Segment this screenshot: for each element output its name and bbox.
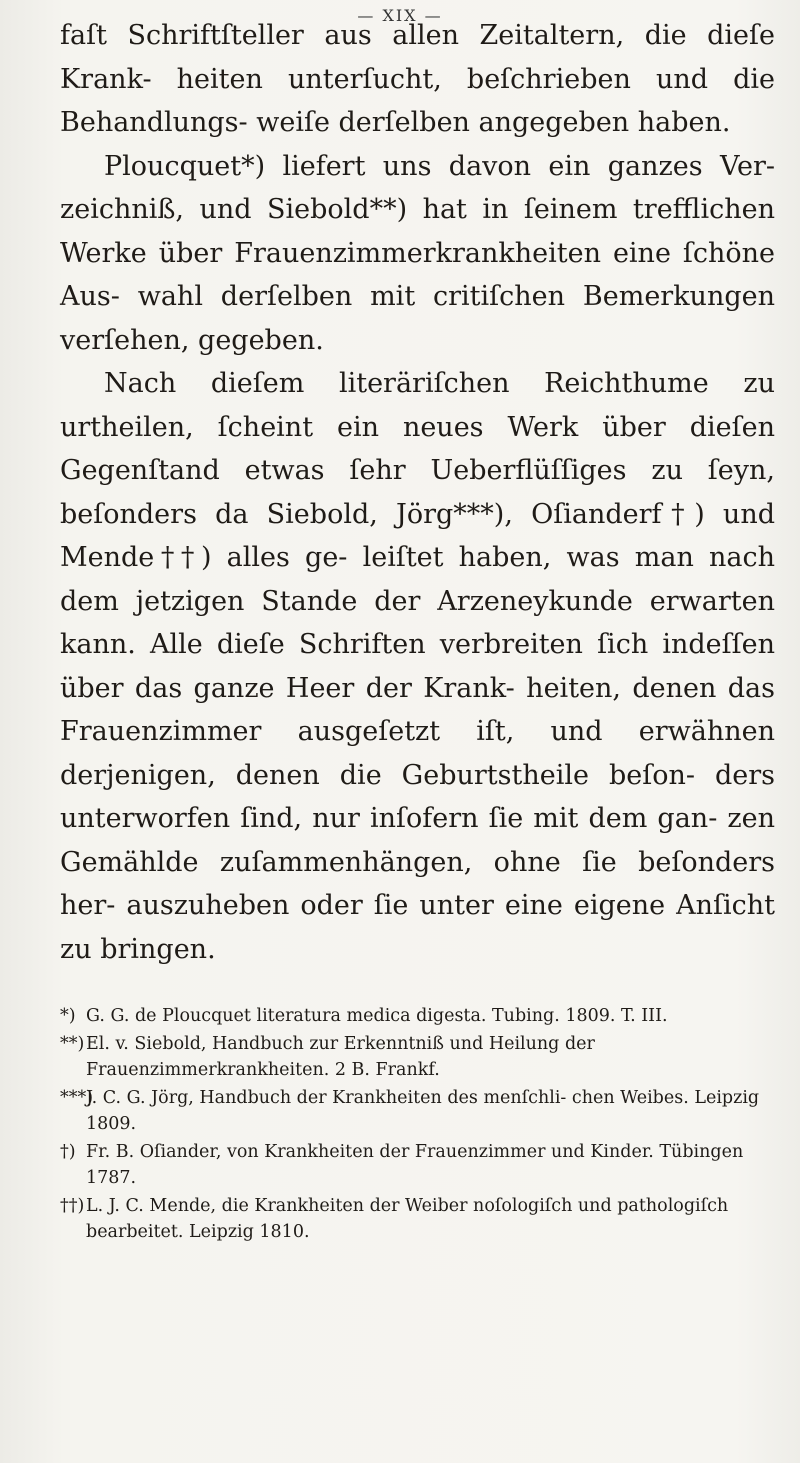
paragraph-3: Nach dieſem literäriſchen Reichthume zu urtheilen, ſcheint ein neues Werk über dieſen Gegenſtand etwas ſehr Ueberflüſſiges zu ſeyn, beſonders da Siebold, Jörg***), Oſianderf†) und Mende††) alles ge- leiſtet haben, was man nach dem jetzigen Stande der Arzeneykunde erwarten kann. Alle dieſe Schriften verbreiten ſich indeſſen über das ganze Heer der Krank- heiten, denen das Frauenzimmer ausgeſetzt iſt, und erwähnen derjenigen, denen die Geburtstheile beſon- ders unterworfen ſind, nur inſofern ſie mit dem gan- zen Gemählde zuſammenhängen, ohne ſie beſonders her- auszuheben oder ſie unter eine eigene Anſicht zu bringen. [60, 368, 775, 965]
footnote-text: J. C. G. Jörg, Handbuch der Krankheiten des menſchli- chen Weibes. Leipzig 1809. [86, 1088, 760, 1134]
footnote-mark: *) [60, 1006, 76, 1026]
footnote-text: El. v. Siebold, Handbuch zur Erkenntniß und Heilung der Frauenzimmerkrankheiten. 2 B. Frankf. [86, 1034, 595, 1080]
footnotes [60, 1003, 775, 1247]
footnote-mark: ***) [60, 1088, 94, 1108]
footnote-mark: †) [60, 1142, 76, 1162]
footnote-text: G. G. de Ploucquet literatura medica digesta. Tubing. 1809. T. III. [86, 1006, 668, 1026]
footnote-3 [60, 1085, 775, 1137]
footnote-2 [60, 1031, 775, 1083]
footnote-text: L. J. C. Mende, die Krankheiten der Weiber noſologiſch und pathologiſch bearbeitet. Leipzig 1810. [86, 1196, 729, 1242]
paragraph-1: faſt Schriftſteller aus allen Zeitaltern, die dieſe Krank- heiten unterſucht, beſchrieben und die Behandlungs- weiſe derſelben angegeben haben. [60, 20, 775, 138]
footnote-mark: **) [60, 1034, 85, 1054]
main-text [60, 14, 775, 971]
footnote-text: Fr. B. Oſiander, von Krankheiten der Frauenzimmer und Kinder. Tübingen 1787. [86, 1142, 744, 1188]
footnote-5 [60, 1193, 775, 1245]
page-number: — XIX — [357, 6, 443, 25]
footnote-4 [60, 1139, 775, 1191]
paragraph-2: Ploucquet*) liefert uns davon ein ganzes Ver- zeichniß, und Siebold**) hat in ſeinem trefflichen Werke über Frauenzimmerkrankheiten eine ſchöne Aus- wahl derſelben mit critiſchen Bemerkungen verſehen, gegeben. [60, 150, 775, 356]
footnote-1 [60, 1003, 775, 1029]
footnote-mark: ††) [60, 1196, 85, 1216]
